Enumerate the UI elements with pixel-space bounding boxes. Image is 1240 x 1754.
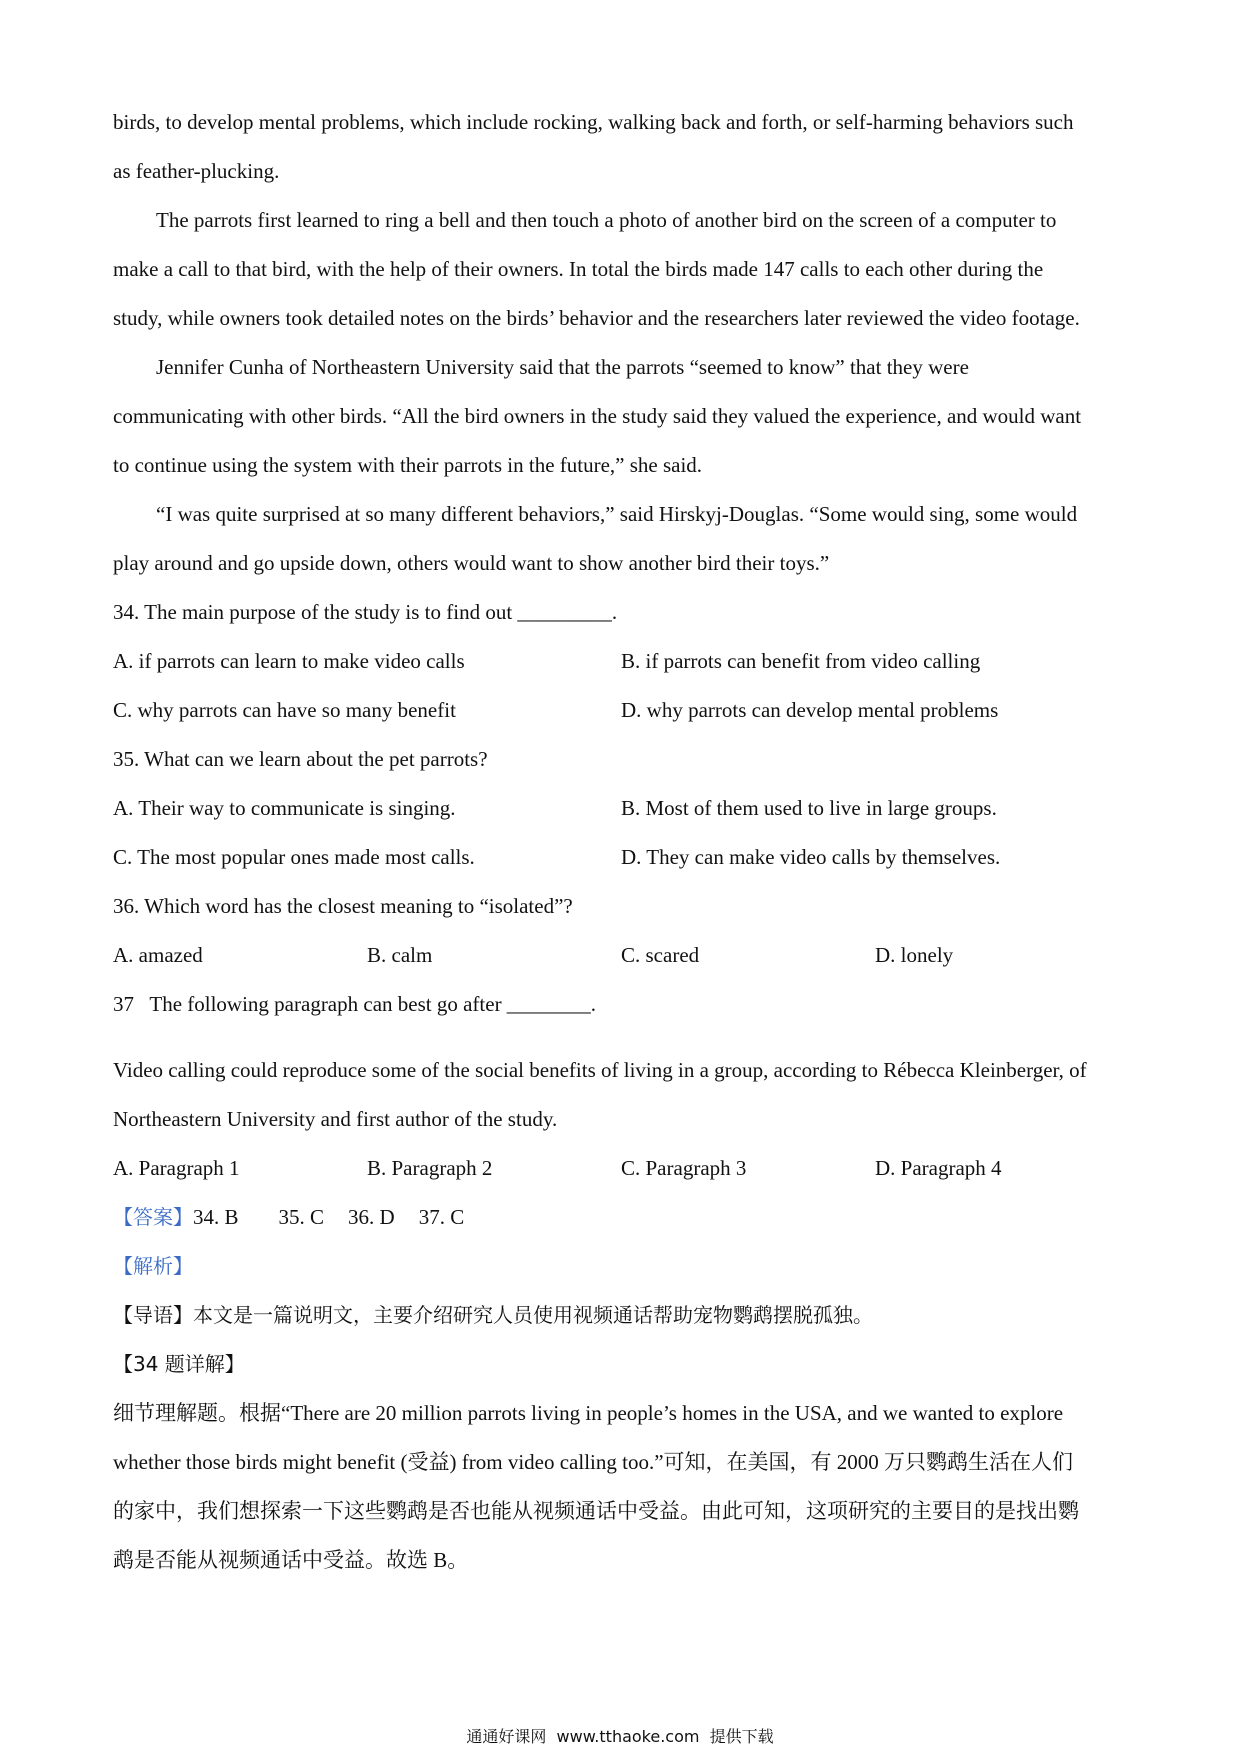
passage-line: make a call to that bird, with the help of their owners. In total the birds made 147 calls to each other during the [113, 257, 1044, 281]
option-d: D. Paragraph 4 [875, 1156, 1002, 1180]
analysis-label: 【解析】 [113, 1254, 193, 1278]
answer-line [113, 1193, 1133, 1242]
question-34-stem: 34. The main purpose of the study is to find out _________. [113, 600, 618, 624]
option-c: C. why parrots can have so many benefit [113, 698, 456, 722]
option-b: B. calm [367, 943, 433, 967]
question-35-options [113, 784, 1133, 833]
inserted-paragraph-line: Video calling could reproduce some of the social benefits of living in a group, according to Rébecca Kleinberger, of [113, 1058, 1087, 1082]
page-footer[interactable]: 通通好课网 www.tthaoke.com 提供下载 [466, 1727, 774, 1746]
document-page [113, 98, 1133, 1585]
detail-34-line: 细节理解题。根据“There are 20 million parrots living in people’s homes in the USA, and we wanted to explore [113, 1401, 1064, 1425]
detail-34-line: 的家中，我们想探索一下这些鹦鹉是否也能从视频通话中受益。由此可知，这项研究的主要目的是找出鹦 [113, 1499, 1079, 1523]
option-d: D. They can make video calls by themselves. [621, 845, 1001, 869]
passage-line: birds, to develop mental problems, which include rocking, walking back and forth, or self-harming behaviors such [113, 110, 1074, 134]
question-37-stem: 37 The following paragraph can best go after ________. [113, 992, 597, 1016]
option-a: A. Their way to communicate is singing. [113, 796, 456, 820]
option-c: C. scared [621, 943, 700, 967]
guide-text: 本文是一篇说明文，主要介绍研究人员使用视频通话帮助宠物鹦鹉摆脱孤独。 [193, 1303, 873, 1327]
question-34-options [113, 686, 1133, 735]
question-34-options [113, 637, 1133, 686]
passage-line: as feather-plucking. [113, 159, 280, 183]
answer-36: 36. D [348, 1205, 395, 1229]
option-b: B. Most of them used to live in large groups. [621, 796, 997, 820]
question-36-options [113, 931, 1133, 980]
option-b: B. Paragraph 2 [367, 1156, 493, 1180]
guide-line [113, 1291, 1133, 1340]
answer-35: 35. C [278, 1205, 325, 1229]
option-a: A. amazed [113, 943, 203, 967]
answer-37: 37. C [418, 1205, 465, 1229]
inserted-paragraph-line: Northeastern University and first author of the study. [113, 1107, 558, 1131]
option-c: C. Paragraph 3 [621, 1156, 747, 1180]
detail-34-label: 【34 题详解】 [113, 1352, 245, 1376]
question-35-stem: 35. What can we learn about the pet parrots? [113, 747, 488, 771]
passage-line: to continue using the system with their parrots in the future,” she said. [113, 453, 703, 477]
question-35-options [113, 833, 1133, 882]
detail-34-line: whether those birds might benefit (受益) from video calling too.”可知，在美国，有 2000 万只鹦鹉生活在人们 [113, 1450, 1074, 1474]
passage-line: study, while owners took detailed notes on the birds’ behavior and the researchers later reviewed the video footage. [113, 306, 1080, 330]
question-36-stem: 36. Which word has the closest meaning to “isolated”? [113, 894, 573, 918]
answer-label: 【答案】 [113, 1205, 193, 1229]
passage-line: “I was quite surprised at so many different behaviors,” said Hirskyj-Douglas. “Some would sing, some would [156, 502, 1078, 526]
passage-line: The parrots first learned to ring a bell and then touch a photo of another bird on the screen of a computer to [156, 208, 1057, 232]
question-37-options [113, 1144, 1133, 1193]
option-d: D. why parrots can develop mental problems [621, 698, 999, 722]
option-c: C. The most popular ones made most calls. [113, 845, 475, 869]
option-a: A. if parrots can learn to make video calls [113, 649, 465, 673]
guide-label: 【导语】 [113, 1303, 193, 1327]
passage-line: play around and go upside down, others would want to show another bird their toys.” [113, 551, 830, 575]
option-a: A. Paragraph 1 [113, 1156, 240, 1180]
passage-line: Jennifer Cunha of Northeastern University said that the parrots “seemed to know” that they were [156, 355, 969, 379]
option-b: B. if parrots can benefit from video calling [621, 649, 981, 673]
passage-line: communicating with other birds. “All the bird owners in the study said they valued the experience, and would want [113, 404, 1082, 428]
option-d: D. lonely [875, 943, 954, 967]
detail-34-line: 鹉是否能从视频通话中受益。故选 B。 [113, 1548, 469, 1572]
answer-34: 34. B [193, 1205, 239, 1229]
